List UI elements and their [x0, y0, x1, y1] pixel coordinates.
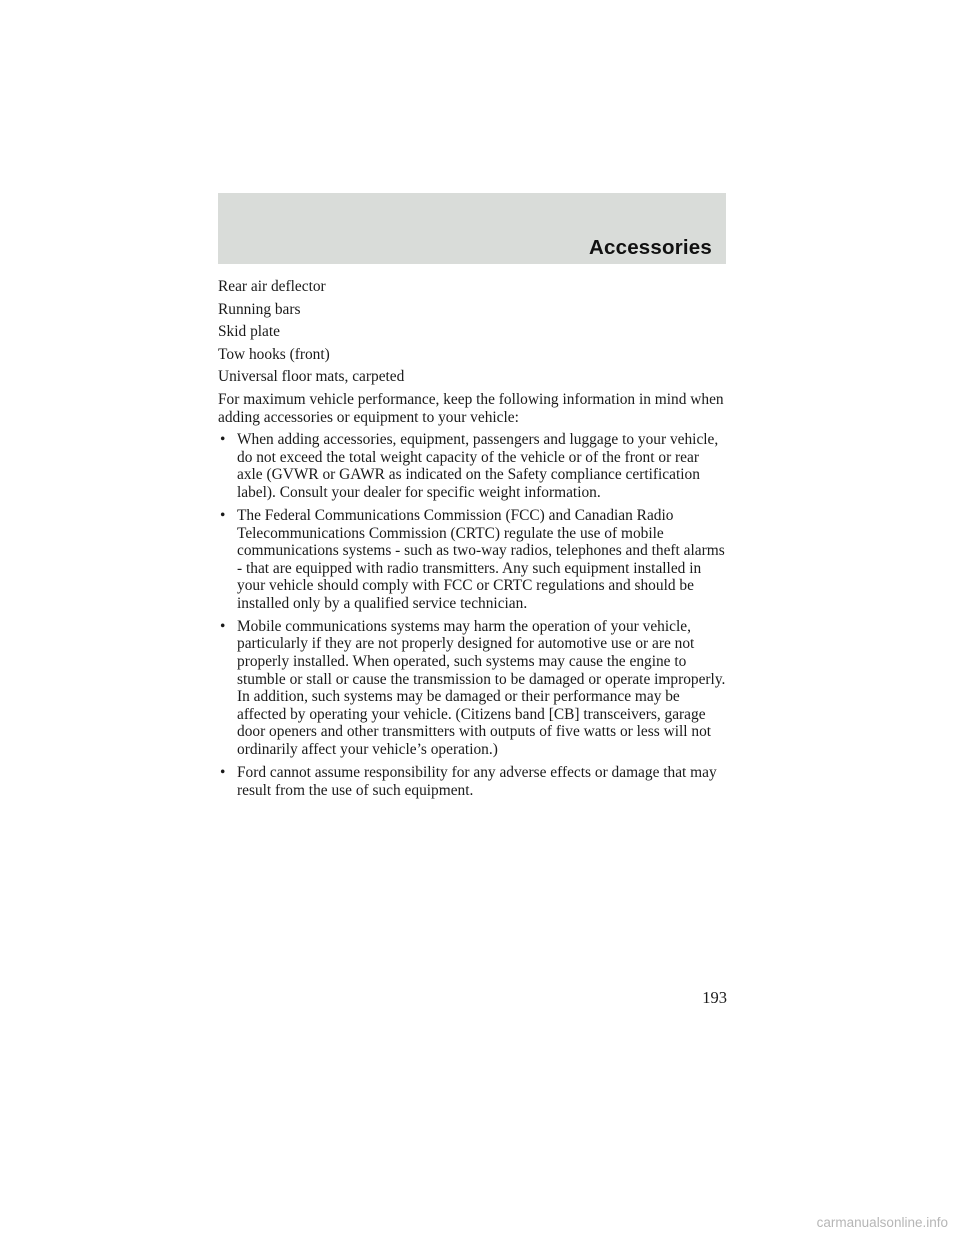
bullet-icon: • — [220, 506, 226, 524]
accessory-item-rear-air-deflector: Rear air deflector — [218, 278, 326, 295]
bullet-icon: • — [220, 764, 226, 782]
page-number: 193 — [702, 988, 727, 1007]
bullet-text: When adding accessories, equipment, passengers and luggage to your vehicle, do not exceed the total weight capacity of the vehicle or of the front or rear axle (GVWR or GAWR as indicated on the Safety compliance certification label). Consult your dealer for specific weight information. — [237, 431, 719, 501]
watermark: carmanualsonline.info — [816, 1215, 948, 1230]
bullet-text: The Federal Communications Commission (FCC) and Canadian Radio Telecommunications Commission (CRTC) regulate the use of mobile communications systems - such as two-way radios, telephones and theft alarms - that are equipped with radio transmitters. Any such equipment installed in your vehicle should comply with FCC or CRTC regulations and should be installed only by a qualified service technician. — [237, 506, 725, 612]
bullet-icon: • — [220, 617, 226, 635]
bullet-item-mobile-communications — [218, 618, 728, 759]
bullet-item-weight-capacity — [218, 431, 728, 501]
accessory-item-tow-hooks: Tow hooks (front) — [218, 345, 330, 363]
accessory-item-floor-mats: Universal floor mats, carpeted — [218, 368, 405, 386]
section-header-band — [218, 193, 726, 264]
bullet-text: Mobile communications systems may harm the operation of your vehicle, particularly if they are not properly designed for automotive use or are not properly installed. When operated, such systems may cause the engine to stumble or stall or cause the transmission to be damaged or operate improperly. In addition, such systems may be damaged or their performance may be affected by operating your vehicle. (Citizens band [CB] transceivers, garage door openers and other transmitters with outputs of five watts or less will not ordinarily affect your vehicle’s operation.) — [237, 617, 726, 759]
section-title: Accessories — [588, 236, 712, 259]
intro-paragraph: For maximum vehicle performance, keep the following information in mind when adding accessories or equipment to your vehicle: — [218, 390, 724, 426]
accessory-item-skid-plate: Skid plate — [218, 323, 280, 341]
bullet-list — [218, 431, 728, 799]
page-content — [218, 278, 728, 805]
bullet-icon: • — [220, 431, 226, 449]
bullet-text: Ford cannot assume responsibility for any adverse effects or damage that may result from the use of such equipment. — [237, 764, 717, 799]
bullet-item-fcc-crtc — [218, 507, 728, 613]
bullet-item-ford-responsibility — [218, 764, 728, 799]
accessory-item-running-bars: Running bars — [218, 300, 301, 318]
